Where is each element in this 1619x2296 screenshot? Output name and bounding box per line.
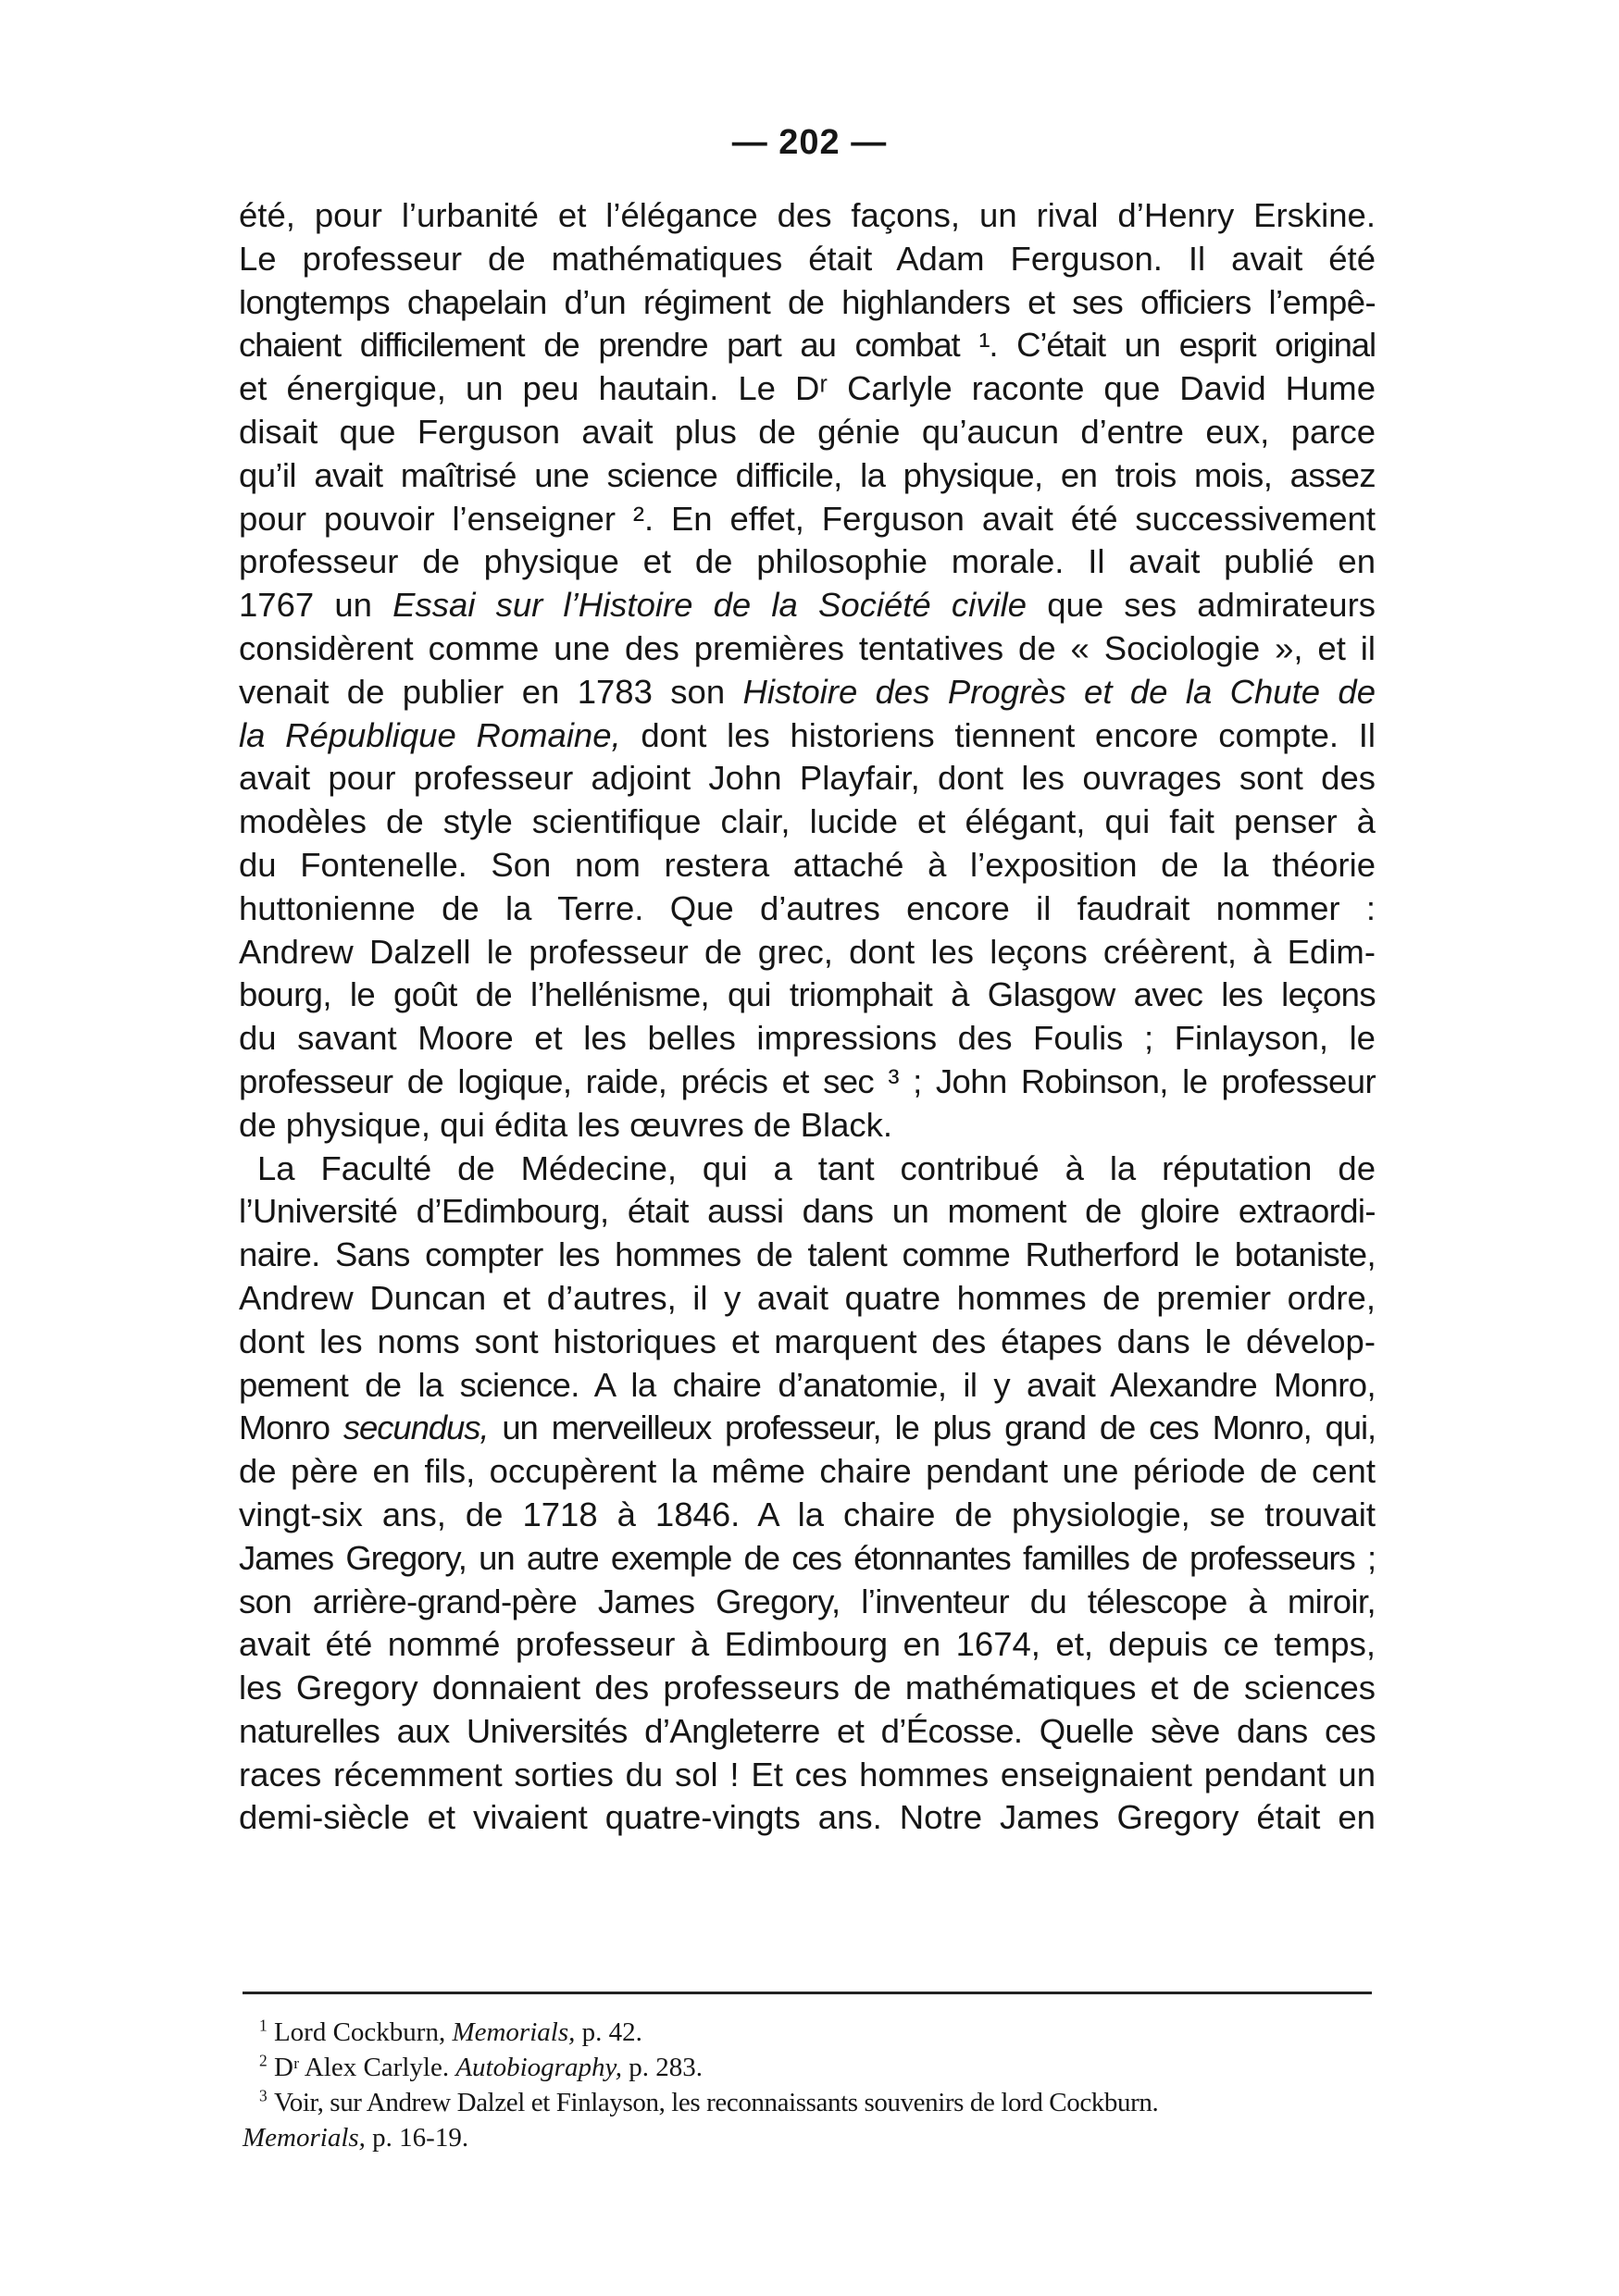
text-line: dont les noms sont historiques et marquent des étapes dans le dévelop- — [239, 1322, 1376, 1360]
text-line: longtemps chapelain d’un régiment de highlanders et ses officiers l’empê- — [239, 282, 1376, 321]
page-number: — 202 — — [731, 123, 888, 162]
footnote-1 — [243, 2015, 1372, 2050]
text-line: James Gregory, un autre exemple de ces étonnantes familles de professeurs ; — [239, 1538, 1376, 1577]
text-fragment: 1767 un — [239, 586, 393, 625]
text-fragment: p. 283. — [621, 2053, 703, 2082]
footnotes — [243, 2015, 1372, 2155]
book-title: Essai sur l’Histoire de la Société civile — [392, 586, 1027, 625]
text-line: Andrew Duncan et d’autres, il y avait quatre hommes de premier ordre, — [239, 1278, 1376, 1317]
text-line: professeur de logique, raide, précis et sec ³ ; John Robinson, le professeur — [239, 1061, 1376, 1100]
text-line: de physique, qui édita les œuvres de Black. — [239, 1105, 893, 1144]
text-line: huttonienne de la Terre. Que d’autres encore il faudrait nommer : — [239, 888, 1376, 927]
text-fragment: p. 42. — [575, 2017, 642, 2047]
italic-term: Memorials, — [243, 2123, 366, 2153]
text-fragment: Voir, sur Andrew Dalzel et Finlayson, les reconnaissants souvenirs de lord Cockburn. — [273, 2088, 1159, 2117]
text-fragment: Monro — [239, 1409, 343, 1447]
text-line: Le professeur de mathématiques était Adam Ferguson. Il avait été — [239, 239, 1376, 278]
text-line: races récemment sorties du sol ! Et ces hommes enseignaient pendant un — [239, 1755, 1376, 1793]
text-line: chaient difficilement de prendre part au combat ¹. C’était un esprit original — [239, 326, 1376, 365]
text-line: avait été nommé professeur à Edimbourg en 1674, et, depuis ce temps, — [239, 1625, 1376, 1664]
text-line: qu’il avait maîtrisé une science difficile, la physique, en trois mois, assez — [239, 455, 1376, 494]
book-title: Histoire des Progrès et de la Chute de — [742, 672, 1376, 711]
text-line: du savant Moore et les belles impressions des Foulis ; Finlayson, le — [239, 1019, 1376, 1058]
text-line: bourg, le goût de l’hellénisme, qui triomphait à Glasgow avec les leçons — [239, 975, 1376, 1014]
text-line: du Fontenelle. Son nom restera attaché à l’exposition de la théorie — [239, 845, 1376, 884]
book-title: la République Romaine, — [239, 715, 621, 754]
text-fragment: que ses admirateurs — [1027, 586, 1376, 625]
text-line: considèrent comme une des premières tentatives de « Sociologie », et il — [239, 628, 1376, 667]
text-line: demi-siècle et vivaient quatre-vingts ans. Notre James Gregory était en — [239, 1798, 1376, 1837]
text-line: pour pouvoir l’enseigner ². En effet, Ferguson avait été successivement — [239, 499, 1376, 538]
text-line: pement de la science. A la chaire d’anatomie, il y avait Alexandre Monro, — [239, 1365, 1376, 1404]
italic-term: secundus, — [342, 1409, 489, 1447]
main-text — [239, 194, 1376, 1840]
text-fragment: Dʳ Alex Carlyle. — [273, 2053, 456, 2082]
footnote-3 — [243, 2085, 1372, 2120]
footnote-3-continued — [243, 2120, 1372, 2155]
footnote-mark: 1 — [259, 2016, 268, 2035]
text-fragment: p. 16-19. — [365, 2123, 469, 2153]
text-line: son arrière-grand-père James Gregory, l’inventeur du télescope à miroir, — [239, 1582, 1376, 1620]
text-fragment: venait de publier en 1783 son — [239, 672, 743, 711]
text-line: l’Université d’Edimbourg, était aussi dans un moment de gloire extraordi- — [239, 1192, 1376, 1231]
text-line: les Gregory donnaient des professeurs de mathématiques et de sciences — [239, 1669, 1376, 1707]
italic-term: Memorials, — [452, 2017, 576, 2047]
text-line: La Faculté de Médecine, qui a tant contribué à la réputation de — [257, 1148, 1376, 1187]
text-line: été, pour l’urbanité et l’élégance des façons, un rival d’Henry Erskine. — [239, 196, 1376, 234]
text-fragment: dont les historiens tiennent encore compte. Il — [620, 715, 1376, 754]
text-line: avait pour professeur adjoint John Playfair, dont les ouvrages sont des — [239, 759, 1376, 798]
text-line: de père en fils, occupèrent la même chaire pendant une période de cent — [239, 1452, 1376, 1491]
paragraph-1 — [239, 194, 1376, 1148]
text-line: professeur de physique et de philosophie morale. Il avait publié en — [239, 542, 1376, 581]
text-line: Andrew Dalzell le professeur de grec, dont les leçons créèrent, à Edim- — [239, 932, 1376, 971]
paragraph-2 — [239, 1148, 1376, 1841]
text-fragment: un merveilleux professeur, le plus grand de ces Monro, qui, — [488, 1409, 1376, 1447]
text-line: disait que Ferguson avait plus de génie qu’aucun d’entre eux, parce — [239, 412, 1376, 451]
text-line: modèles de style scientifique clair, lucide et élégant, qui fait penser à — [239, 802, 1376, 841]
footnote-2 — [243, 2050, 1372, 2085]
text-line: et énergique, un peu hautain. Le Dʳ Carlyle raconte que David Hume — [239, 369, 1376, 408]
text-line-with-title — [239, 714, 1376, 758]
text-line: naturelles aux Universités d’Angleterre et d’Écosse. Quelle sève dans ces — [239, 1711, 1376, 1750]
footnote-mark: 3 — [259, 2086, 268, 2105]
text-line: naire. Sans compter les hommes de talent comme Rutherford le botaniste, — [239, 1235, 1376, 1274]
italic-term: Autobiography, — [455, 2053, 622, 2082]
text-line: vingt-six ans, de 1718 à 1846. A la chaire de physiologie, se trouvait — [239, 1495, 1376, 1533]
text-line-with-title — [239, 671, 1376, 714]
footnote-mark: 2 — [259, 2051, 268, 2070]
text-line-with-italic — [239, 1407, 1376, 1450]
text-fragment: Lord Cockburn, — [273, 2017, 453, 2047]
text-line-with-title — [239, 584, 1376, 627]
footnote-divider — [243, 1992, 1372, 1994]
